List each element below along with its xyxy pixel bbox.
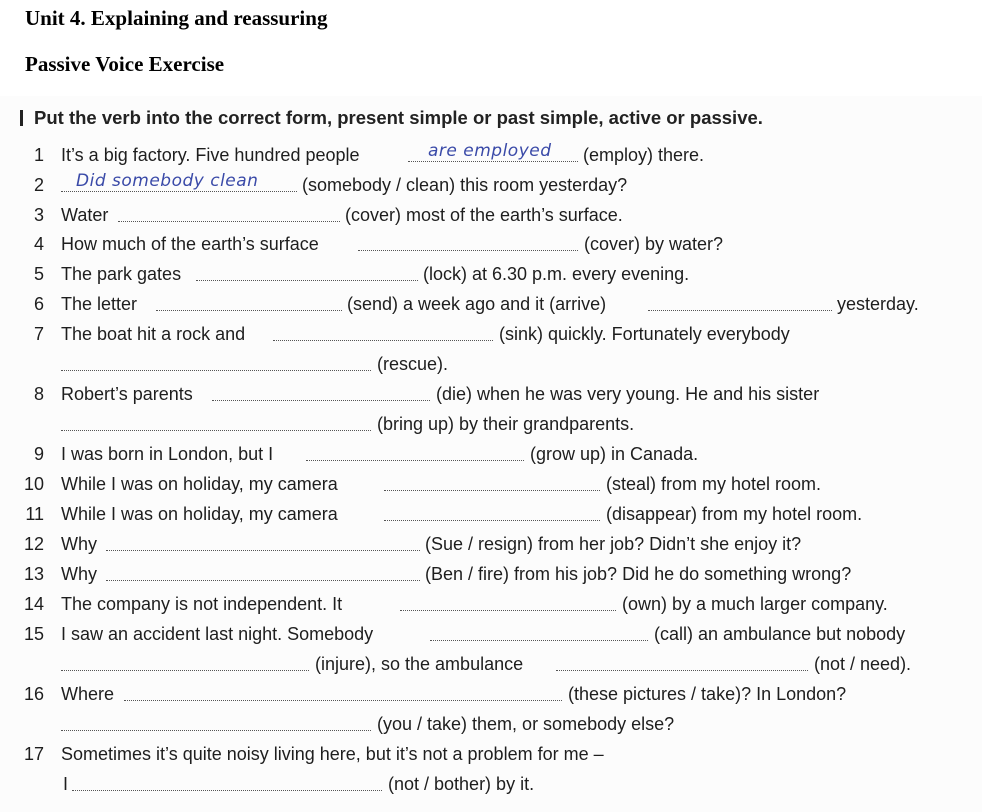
verb-hint: (call) an ambulance but nobody bbox=[654, 624, 906, 644]
answer-blank[interactable] bbox=[400, 610, 616, 611]
question-number: 11 bbox=[25, 504, 44, 524]
question-number: 8 bbox=[33, 384, 44, 404]
question-text: The company is not independent. It bbox=[61, 594, 343, 614]
question-number: 2 bbox=[33, 175, 44, 195]
verb-hint: (Sue / resign) from her job? Didn’t she enjoy it? bbox=[425, 534, 802, 554]
verb-hint: (Ben / fire) from his job? Did he do something wrong? bbox=[425, 564, 852, 584]
question-text: How much of the earth’s surface bbox=[61, 234, 319, 254]
question-number: 4 bbox=[33, 234, 44, 254]
verb-hint: (cover) most of the earth’s surface. bbox=[345, 205, 623, 225]
question-text: Where bbox=[61, 684, 115, 704]
handwritten-answer: are employed bbox=[428, 141, 552, 161]
question-text: I was born in London, but I bbox=[61, 444, 274, 464]
answer-blank[interactable] bbox=[118, 221, 340, 222]
answer-blank[interactable] bbox=[106, 580, 420, 581]
verb-hint: (injure), so the ambulance bbox=[315, 654, 524, 674]
answer-blank[interactable] bbox=[306, 460, 524, 461]
question-number: 14 bbox=[23, 594, 44, 614]
question-text: I saw an accident last night. Somebody bbox=[61, 624, 374, 644]
verb-hint: (cover) by water? bbox=[584, 234, 724, 254]
answer-blank[interactable] bbox=[196, 280, 418, 281]
question-number: 16 bbox=[23, 684, 44, 704]
question-text: Robert’s parents bbox=[61, 384, 193, 404]
answer-blank[interactable] bbox=[384, 520, 600, 521]
answer-blank[interactable] bbox=[61, 430, 371, 431]
answer-blank[interactable] bbox=[384, 490, 600, 491]
question-text: While I was on holiday, my camera bbox=[61, 504, 338, 524]
verb-hint: (not / need). bbox=[814, 654, 912, 674]
question-text: yesterday. bbox=[837, 294, 919, 314]
instruction-text: Put the verb into the correct form, present simple or past simple, active or passive. bbox=[34, 107, 763, 128]
question-number: 12 bbox=[23, 534, 44, 554]
answer-blank[interactable] bbox=[212, 400, 430, 401]
answer-blank[interactable] bbox=[273, 340, 493, 341]
verb-hint: (somebody / clean) this room yesterday? bbox=[302, 175, 628, 195]
answer-blank[interactable] bbox=[106, 550, 420, 551]
answer-blank[interactable] bbox=[648, 310, 832, 311]
answer-blank[interactable] bbox=[61, 730, 371, 731]
instruction-mark bbox=[20, 110, 23, 126]
question-number: 9 bbox=[33, 444, 44, 464]
answer-blank[interactable] bbox=[61, 370, 371, 371]
answer-blank[interactable] bbox=[430, 640, 648, 641]
question-number: 6 bbox=[33, 294, 44, 314]
verb-hint: (rescue). bbox=[377, 354, 449, 374]
verb-hint: (die) when he was very young. He and his sister bbox=[436, 384, 820, 404]
verb-hint: (employ) there. bbox=[583, 145, 705, 165]
question-text: The boat hit a rock and bbox=[61, 324, 246, 344]
verb-hint: (grow up) in Canada. bbox=[530, 444, 699, 464]
question-text: Water bbox=[61, 205, 109, 225]
answer-blank[interactable] bbox=[358, 250, 578, 251]
question-number: 13 bbox=[23, 564, 44, 584]
question-text: I bbox=[63, 774, 69, 794]
question-number: 5 bbox=[33, 264, 44, 284]
question-number: 10 bbox=[23, 474, 44, 494]
unit-title: Unit 4. Explaining and reassuring bbox=[25, 6, 328, 30]
question-number: 15 bbox=[23, 624, 44, 644]
question-number: 17 bbox=[23, 744, 44, 764]
question-text: The park gates bbox=[61, 264, 182, 284]
question-number: 7 bbox=[33, 324, 44, 344]
question-text: Why bbox=[61, 534, 97, 554]
verb-hint: (these pictures / take)? In London? bbox=[568, 684, 847, 704]
answer-blank[interactable] bbox=[124, 700, 562, 701]
question-number: 1 bbox=[33, 145, 44, 165]
verb-hint: (disappear) from my hotel room. bbox=[606, 504, 863, 524]
verb-hint: (bring up) by their grandparents. bbox=[377, 414, 635, 434]
answer-blank[interactable] bbox=[156, 310, 342, 311]
verb-hint: (steal) from my hotel room. bbox=[606, 474, 822, 494]
question-text: While I was on holiday, my camera bbox=[61, 474, 338, 494]
verb-hint: (lock) at 6.30 p.m. every evening. bbox=[423, 264, 690, 284]
exercise-title: Passive Voice Exercise bbox=[25, 52, 225, 76]
question-text: It’s a big factory. Five hundred people bbox=[61, 145, 360, 165]
answer-blank[interactable] bbox=[61, 670, 309, 671]
question-text: The letter bbox=[61, 294, 138, 314]
verb-hint: (you / take) them, or somebody else? bbox=[377, 714, 675, 734]
question-number: 3 bbox=[33, 205, 44, 225]
handwritten-answer: Did somebody clean bbox=[76, 171, 259, 191]
verb-hint: (send) a week ago and it (arrive) bbox=[347, 294, 607, 314]
answer-blank[interactable] bbox=[556, 670, 808, 671]
verb-hint: (sink) quickly. Fortunately everybody bbox=[499, 324, 790, 344]
question-text: Sometimes it’s quite noisy living here, but it’s not a problem for me – bbox=[61, 744, 604, 764]
answer-blank[interactable] bbox=[72, 790, 382, 791]
verb-hint: (own) by a much larger company. bbox=[622, 594, 888, 614]
verb-hint: (not / bother) by it. bbox=[388, 774, 535, 794]
question-text: Why bbox=[61, 564, 97, 584]
